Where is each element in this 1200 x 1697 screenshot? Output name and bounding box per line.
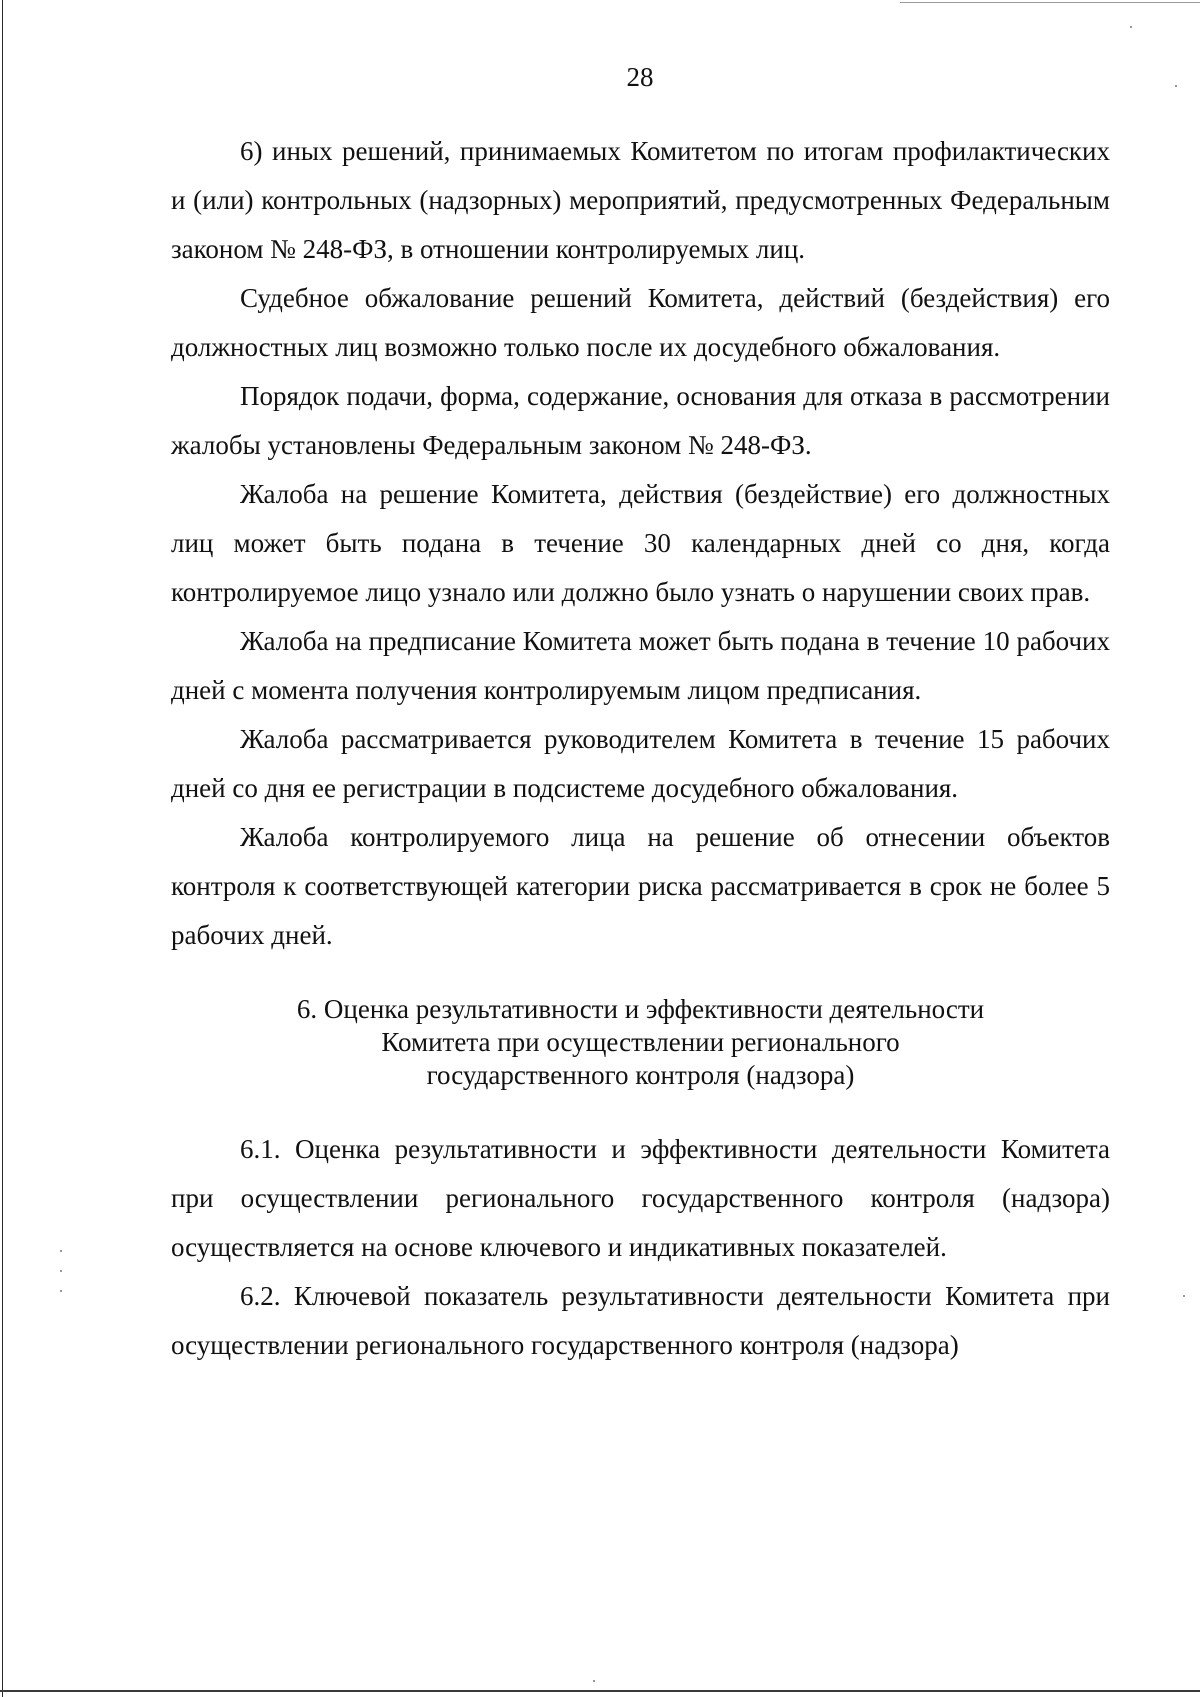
scan-speck <box>593 1680 595 1682</box>
scan-edge-top <box>900 2 1200 3</box>
section-heading <box>171 993 1110 1092</box>
paragraph-complaint-review-period: Жалоба рассматривается руководителем Комитета в течение 15 рабочих дней со дня ее регистрации в подсистеме досудебного обжалования. <box>171 724 1110 803</box>
paragraph-judicial-appeal: Судебное обжалование решений Комитета, действий (бездействия) его должностных лиц возможно только после их досудебного обжалования. <box>171 283 1110 362</box>
scan-speck <box>60 1250 62 1252</box>
paragraph-complaint-procedure: Порядок подачи, форма, содержание, основания для отказа в рассмотрении жалобы установлены Федеральным законом № 248-ФЗ. <box>171 381 1110 460</box>
scan-edge-bottom <box>0 1690 1200 1692</box>
paragraph-complaint-decision-deadline: Жалоба на решение Комитета, действия (бездействие) его должностных лиц может быть подана в течение 30 календарных дней со дня, когда контролируемое лицо узнало или должно было узнать о нарушении своих прав. <box>171 479 1110 607</box>
paragraph-item-6: 6) иных решений, принимаемых Комитетом по итогам профилактических и (или) контрольных (надзорных) мероприятий, предусмотренных Федеральным законом № 248-ФЗ, в отношении контролируемых лиц. <box>171 136 1110 264</box>
scan-speck <box>1183 1295 1185 1297</box>
scan-speck <box>60 1290 62 1292</box>
page-number: 28 <box>626 62 654 92</box>
scan-speck <box>1175 85 1177 87</box>
paragraph-6-1: 6.1. Оценка результативности и эффективности деятельности Комитета при осуществлении регионального государственного контроля (надзора) осуществляется на основе ключевого и индикативных показателей. <box>171 1134 1110 1262</box>
section-heading-line-2: Комитета при осуществлении регионального <box>381 1027 900 1057</box>
scan-edge-left <box>2 0 3 1697</box>
paragraph-complaint-order-deadline: Жалоба на предписание Комитета может быть подана в течение 10 рабочих дней с момента получения контролируемым лицом предписания. <box>171 626 1110 705</box>
scan-speck <box>60 1270 62 1272</box>
document-body <box>171 127 1110 1370</box>
scan-speck <box>1130 26 1132 28</box>
section-heading-line-1: 6. Оценка результативности и эффективности деятельности <box>296 994 985 1024</box>
section-heading-line-3: государственного контроля (надзора) <box>426 1060 855 1090</box>
paragraph-6-2: 6.2. Ключевой показатель результативности деятельности Комитета при осуществлении регионального государственного контроля (надзора) <box>171 1281 1110 1360</box>
paragraph-risk-category-complaint: Жалоба контролируемого лица на решение об отнесении объектов контроля к соответствующей категории риска рассматривается в срок не более 5 рабочих дней. <box>171 822 1110 950</box>
